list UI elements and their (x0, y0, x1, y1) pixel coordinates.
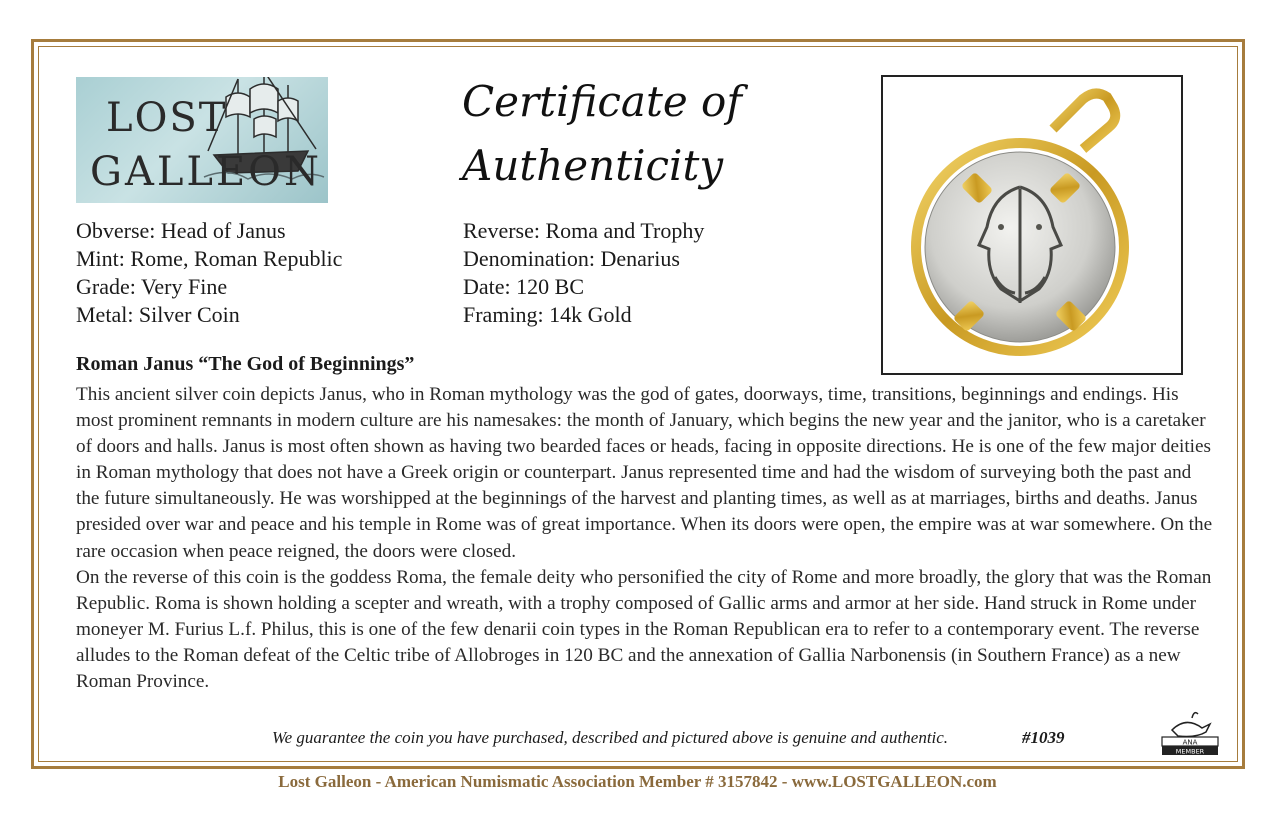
description-paragraph-1: This ancient silver coin depicts Janus, who in Roman mythology was the god of gates, doorways, time, transitions, beginnings and endings. His most prominent remnants in modern culture are his namesakes: the month of January, which begins the new year and the janitor, who is a caretaker of doors and halls. Janus is most often shown as having two bearded faces or heads, facing in opposite directions. He is one of the few major deities in Roman mythology that does not have a Greek origin or counterpart. Janus represented time and had the wisdom of surveying both the past and the future simultaneously. He was worshipped at the beginnings of the harvest and planting times, as well as at marriages, births and deaths. Janus presided over war and peace and his temple in Rome was of great importance. When its doors were open, the empire was at war somewhere. On the rare occasion when peace reigned, the doors were closed. (76, 384, 1213, 562)
logo-text-galleon: GALLEON (90, 149, 322, 195)
description-body (76, 382, 1216, 695)
footer-text: Lost Galleon - American Numismatic Association Member # 3157842 - www.LOSTGALLEON.com (278, 772, 997, 791)
spec-mint: Mint: Rome, Roman Republic (76, 246, 343, 271)
spec-framing: Framing: 14k Gold (463, 302, 632, 327)
specs-right-column (463, 217, 704, 329)
certificate-title (462, 70, 822, 198)
description-heading: Roman Janus “The God of Beginnings” (76, 353, 415, 375)
ana-member-badge (1152, 706, 1222, 756)
coin-pendant-photo (881, 75, 1183, 375)
ana-lamp-icon (1152, 706, 1222, 756)
spec-grade: Grade: Very Fine (76, 274, 228, 299)
certificate-title-line2: Authenticity (462, 141, 724, 190)
guarantee-statement: We guarantee the coin you have purchased, described and pictured above is genuine and authentic. (272, 728, 949, 747)
spec-reverse: Reverse: Roma and Trophy (463, 218, 705, 243)
coin-pendant-image (883, 77, 1181, 373)
lost-galleon-logo (76, 77, 328, 203)
specs-left-column (76, 217, 342, 329)
spec-obverse: Obverse: Head of Janus (76, 218, 286, 243)
certificate-number: #1039 (1022, 728, 1065, 747)
spec-denomination: Denomination: Denarius (463, 246, 680, 271)
spec-metal: Metal: Silver Coin (76, 302, 240, 327)
spec-date: Date: 120 BC (463, 274, 584, 299)
ana-member-text: MEMBER (1175, 747, 1205, 756)
certificate-title-line1: Certificate of (462, 77, 742, 126)
ana-badge-text: ANA (1182, 738, 1198, 747)
description-paragraph-2: On the reverse of this coin is the goddess Roma, the female deity who personified the city of Rome and more broadly, the glory that was the Roman Republic. Roma is shown holding a scepter and wreath, with a trophy composed of Gallic arms and armor at her side. Hand struck in Rome under moneyer M. Furius L.f. Philus, this is one of the few denarii coin types in the Roman Republican era to refer to a contemporary event. The reverse alludes to the Roman defeat of the Celtic tribe of Allobroges in 120 BC and the annexation of Gallia Narbonensis (in Southern France) as a new Roman Province. (76, 566, 1212, 693)
logo-text-lost: LOST (106, 95, 228, 141)
